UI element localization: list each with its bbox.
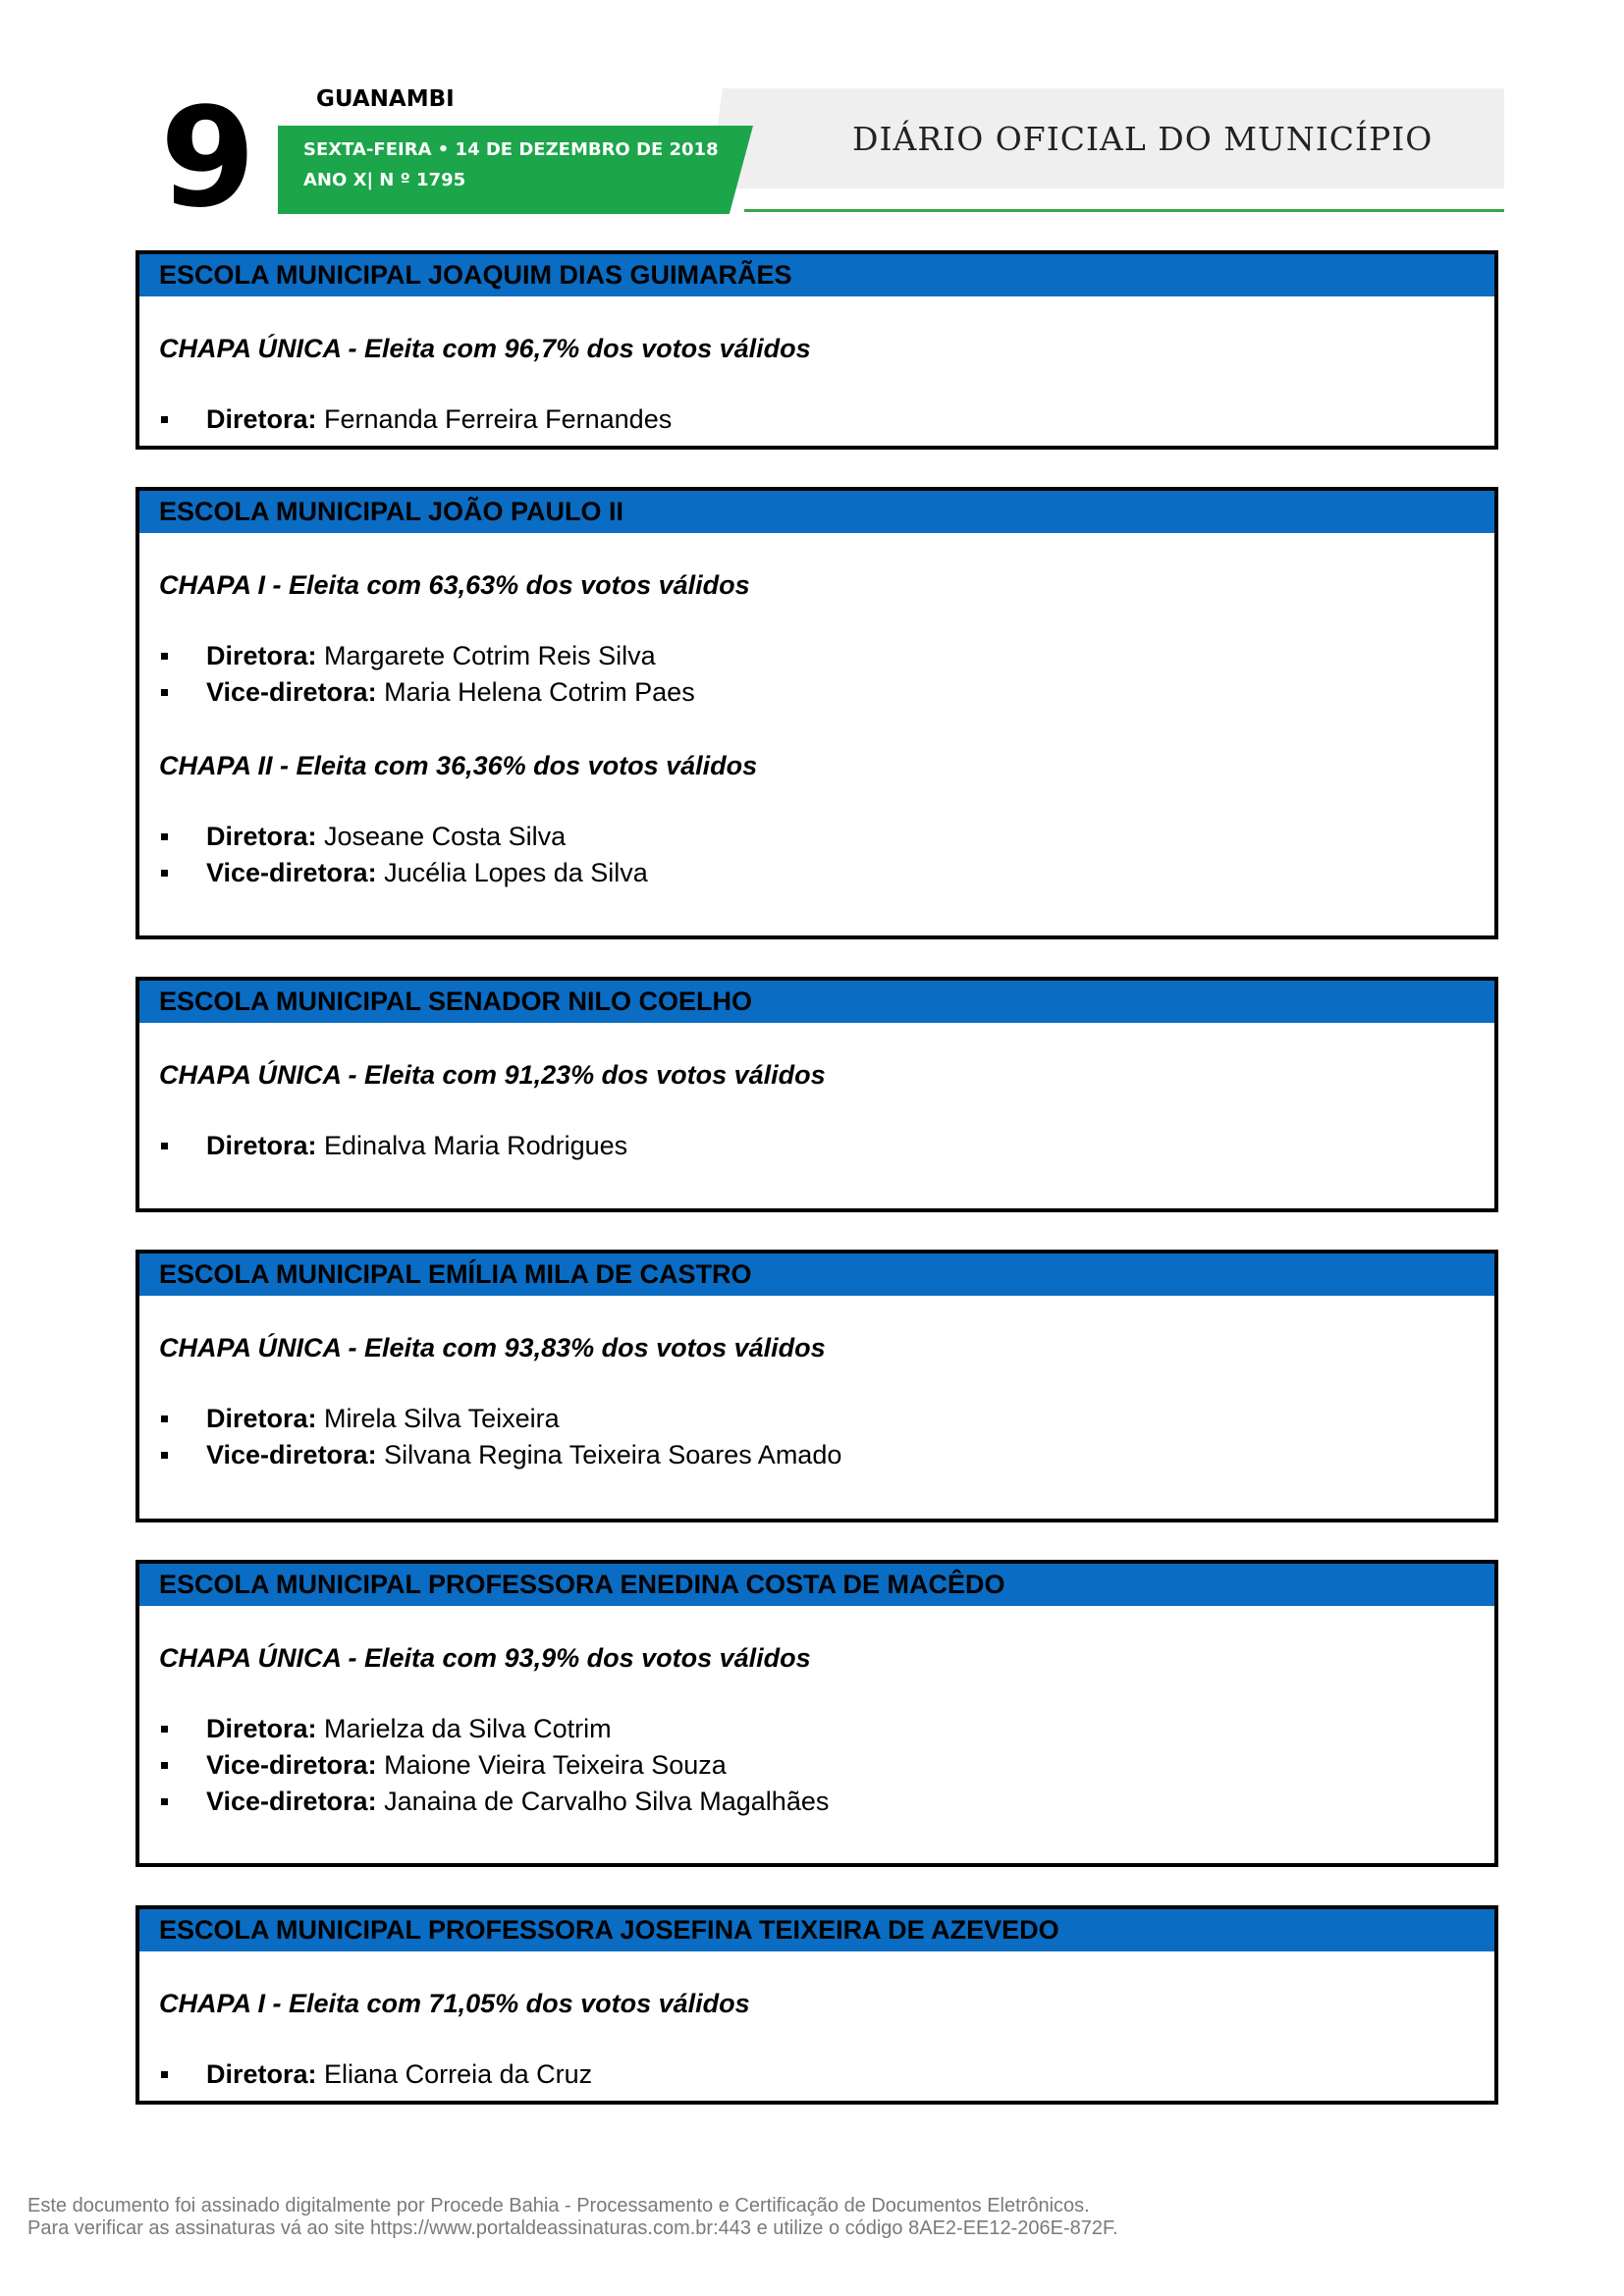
- list-item: [159, 1128, 1475, 1164]
- member-list: [159, 1401, 1475, 1473]
- member-role: Diretora:: [206, 2059, 325, 2089]
- member-name: Janaina de Carvalho Silva Magalhães: [384, 1787, 830, 1816]
- signature-notice-line: Este documento foi assinado digitalmente por Procede Bahia - Processamento e Certificação de Documentos Eletrônicos.: [27, 2195, 1090, 2216]
- member-role: Diretora:: [206, 404, 325, 434]
- member-name: Joseane Costa Silva: [324, 822, 567, 851]
- school-box: [135, 1250, 1498, 1522]
- signature-notice-line: Para verificar as assinaturas vá ao site https://www.portaldeassinaturas.com.br:443 e utilize o código 8AE2-EE12-206E-872F.: [27, 2217, 1118, 2239]
- signature-notice: [27, 2195, 1118, 2240]
- school-box: [135, 250, 1498, 450]
- list-item: [159, 1711, 1475, 1747]
- bullet-icon: [161, 1798, 168, 1805]
- member-list: [159, 819, 1475, 891]
- member-list: [159, 638, 1475, 711]
- member-list: [159, 1128, 1475, 1164]
- list-item: [159, 638, 1475, 674]
- member-role: Vice-diretora:: [206, 1440, 385, 1469]
- school-box: [135, 1560, 1498, 1867]
- school-box: [135, 1905, 1498, 2105]
- school-title: ESCOLA MUNICIPAL JOÃO PAULO II: [139, 491, 1494, 533]
- bullet-icon: [161, 1762, 168, 1769]
- member-name: Fernanda Ferreira Fernandes: [324, 404, 673, 434]
- list-item: [159, 1437, 1475, 1473]
- edition-number: ANO X| N º 1795: [303, 170, 466, 190]
- member-name: Silvana Regina Teixeira Soares Amado: [384, 1440, 842, 1469]
- school-title: ESCOLA MUNICIPAL PROFESSORA JOSEFINA TEIXEIRA DE AZEVEDO: [139, 1909, 1494, 1951]
- list-item: [159, 401, 1475, 438]
- member-name: Margarete Cotrim Reis Silva: [324, 641, 656, 670]
- member-name: Edinalva Maria Rodrigues: [324, 1131, 628, 1160]
- member-role: Vice-diretora:: [206, 858, 385, 887]
- member-role: Diretora:: [206, 822, 325, 851]
- edition-date: SEXTA-FEIRA • 14 DE DEZEMBRO DE 2018: [303, 139, 719, 160]
- journal-title: DIÁRIO OFICIAL DO MUNICÍPIO: [852, 120, 1434, 158]
- bullet-icon: [161, 2071, 168, 2078]
- bullet-icon: [161, 689, 168, 696]
- bullet-icon: [161, 1415, 168, 1422]
- member-list: [159, 2056, 1475, 2093]
- list-item: [159, 1747, 1475, 1784]
- member-role: Vice-diretora:: [206, 1787, 385, 1816]
- chapa-title: CHAPA ÚNICA - Eleita com 93,9% dos votos válidos: [159, 1643, 811, 1673]
- member-name: Mirela Silva Teixeira: [324, 1404, 560, 1433]
- school-box: [135, 977, 1498, 1212]
- school-title: ESCOLA MUNICIPAL JOAQUIM DIAS GUIMARÃES: [139, 254, 1494, 296]
- bullet-icon: [161, 653, 168, 660]
- city-name: GUANAMBI: [316, 86, 455, 112]
- member-list: [159, 1711, 1475, 1820]
- list-item: [159, 1784, 1475, 1820]
- member-list: [159, 401, 1475, 438]
- bullet-icon: [161, 870, 168, 877]
- member-role: Diretora:: [206, 1131, 325, 1160]
- page-number: 9: [160, 79, 256, 239]
- list-item: [159, 674, 1475, 711]
- bullet-icon: [161, 833, 168, 840]
- member-name: Jucélia Lopes da Silva: [384, 858, 648, 887]
- chapa-title: CHAPA I - Eleita com 63,63% dos votos válidos: [159, 570, 750, 600]
- member-role: Diretora:: [206, 1404, 325, 1433]
- list-item: [159, 2056, 1475, 2093]
- bullet-icon: [161, 416, 168, 423]
- member-role: Diretora:: [206, 641, 325, 670]
- chapa-title: CHAPA ÚNICA - Eleita com 91,23% dos votos válidos: [159, 1060, 826, 1090]
- list-item: [159, 1401, 1475, 1437]
- bullet-icon: [161, 1726, 168, 1733]
- bullet-icon: [161, 1143, 168, 1149]
- chapa-title: CHAPA ÚNICA - Eleita com 93,83% dos votos válidos: [159, 1333, 826, 1362]
- member-name: Maria Helena Cotrim Paes: [384, 677, 695, 707]
- banner-underline: [744, 209, 1504, 212]
- school-title: ESCOLA MUNICIPAL EMÍLIA MILA DE CASTRO: [139, 1254, 1494, 1296]
- list-item: [159, 819, 1475, 855]
- list-item: [159, 855, 1475, 891]
- member-role: Vice-diretora:: [206, 677, 385, 707]
- bullet-icon: [161, 1452, 168, 1459]
- member-name: Maione Vieira Teixeira Souza: [384, 1750, 727, 1780]
- school-box: [135, 487, 1498, 939]
- chapa-title: CHAPA II - Eleita com 36,36% dos votos válidos: [159, 751, 758, 780]
- member-name: Eliana Correia da Cruz: [324, 2059, 593, 2089]
- school-title: ESCOLA MUNICIPAL SENADOR NILO COELHO: [139, 981, 1494, 1023]
- chapa-title: CHAPA I - Eleita com 71,05% dos votos válidos: [159, 1989, 750, 2018]
- member-name: Marielza da Silva Cotrim: [324, 1714, 612, 1743]
- chapa-title: CHAPA ÚNICA - Eleita com 96,7% dos votos válidos: [159, 334, 811, 363]
- school-title: ESCOLA MUNICIPAL PROFESSORA ENEDINA COSTA DE MACÊDO: [139, 1564, 1494, 1606]
- member-role: Diretora:: [206, 1714, 325, 1743]
- member-role: Vice-diretora:: [206, 1750, 385, 1780]
